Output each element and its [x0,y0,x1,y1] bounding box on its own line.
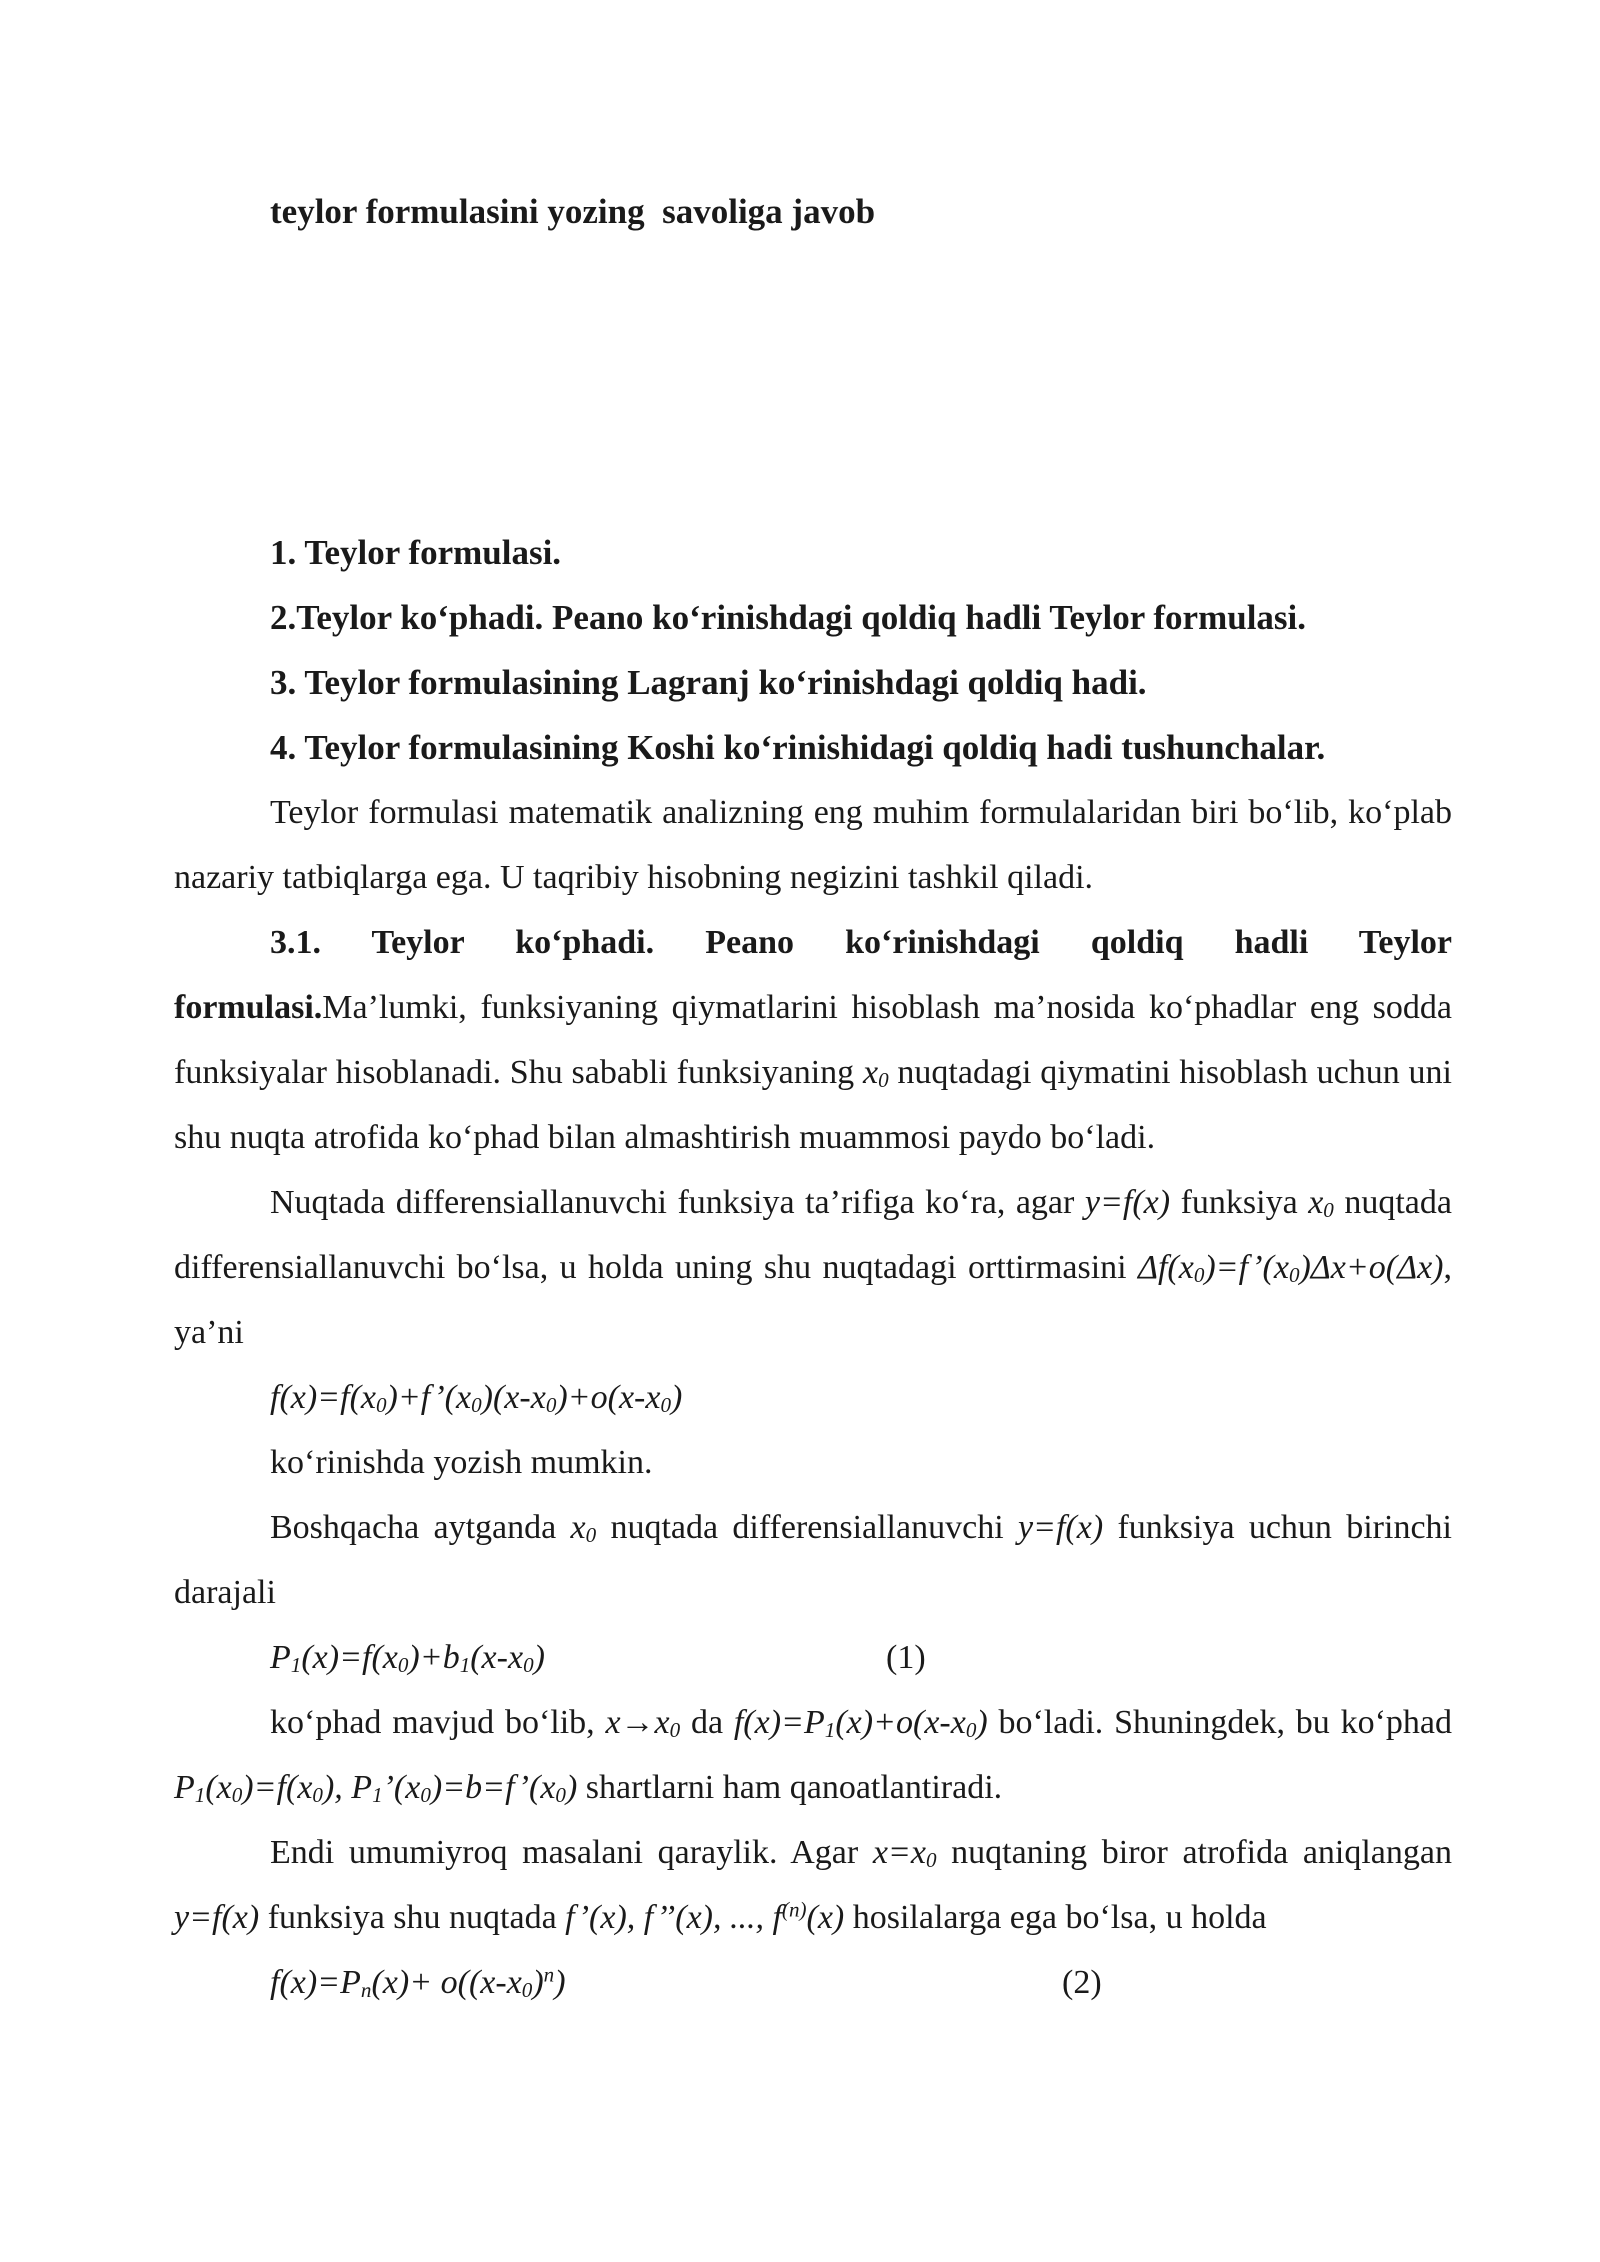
equation-1: $P_1(x)=f(x_0)+b_1(x-x_0)$ (1) [174,1625,1452,1690]
topic-list [270,520,1325,780]
equation-number: (1) [886,1639,926,1676]
polynomial-paragraph: ko‘phad mavjud bo‘lib, $x\to x_0$ da $f(x)=P_1(x)+o(x-x_0)$ bo‘ladi. Shuningdek, bu ko‘phad $P_1(x_0)=f(x_0)$, $P_1’(x_0)=b=f’(x_0)$ shartlarni ham qanoatlantiradi. [174,1704,1452,1808]
list-item: 2.Teylor ko‘phadi. Peano ko‘rinishdagi qoldiq hadli Teylor formulasi. [270,598,1307,637]
general-paragraph: Endi umumiyroq masalani qaraylik. Agar $x=x_0$ nuqtaning biror atrofida aniqlangan y=f(x) funksiya shu nuqtada f’(x), f’’(x), ..., $f^{(n)}(x)$ hosilalarga ega bo‘lsa, u holda [174,1834,1452,1936]
list-item: 3. Teylor formulasining Lagranj ko‘rinishdagi qoldiq hadi. [270,663,1147,702]
equation-number: (2) [1062,1964,1102,2001]
equation-2: $f(x)=P_n(x)+ o((x-x_0)^n)$ (2) [174,1950,1452,2015]
section-paragraph: 3.1. Teylor ko‘phadi. Peano ko‘rinishdagi qoldiq hadli Teylor formulasi.Ma’lumki, funksiyaning qiymatlarini hisoblash ma’nosida ko‘phadlar eng sodda funksiyalar hisoblanadi. Shu sababli funksiyaning $x_0$ nuqtadagi qiymatini hisoblash uchun uni shu nuqta atrofida ko‘phad bilan almashtirish muammosi paydo bo‘ladi. [174,924,1452,1156]
intro-paragraph: Teylor formulasi matematik analizning eng muhim formulalaridan biri bo‘lib, ko‘plab nazariy tatbiqlarga ega. U taqribiy hisobning negizini tashkil qiladi. [174,794,1452,896]
list-item: 1. Teylor formulasi. [270,533,562,572]
first-degree-paragraph: Boshqacha aytganda $x_0$ nuqtada differensiallanuvchi y=f(x) funksiya uchun birinchi darajali [174,1509,1452,1611]
body-text [174,780,1452,2015]
formula-caption: ko‘rinishda yozish mumkin. [270,1444,653,1481]
list-item: 4. Teylor formulasining Koshi ko‘rinishidagi qoldiq hadi tushunchalar. [270,728,1326,767]
section-heading: 3.1. Teylor ko‘phadi. Peano ko‘rinishdagi qoldiq hadli Teylor formulasi. [174,924,1452,1026]
formula-increment: $f(x)=f(x_0)+f’(x_0)(x-x_0)+o(x-x_0)$ [270,1379,683,1418]
page-title: teylor formulasini yozing savoliga javob [270,192,876,231]
definition-paragraph: Nuqtada differensiallanuvchi funksiya ta’rifiga ko‘ra, agar y=f(x) funksiya $x_0$ nuqtada differensiallanuvchi bo‘lsa, u holda uning shu nuqtadagi orttirmasini $\Delta f(x_0)=f’(x_0)\Delta x+o(\Delta x)$, ya’ni [174,1184,1452,1351]
